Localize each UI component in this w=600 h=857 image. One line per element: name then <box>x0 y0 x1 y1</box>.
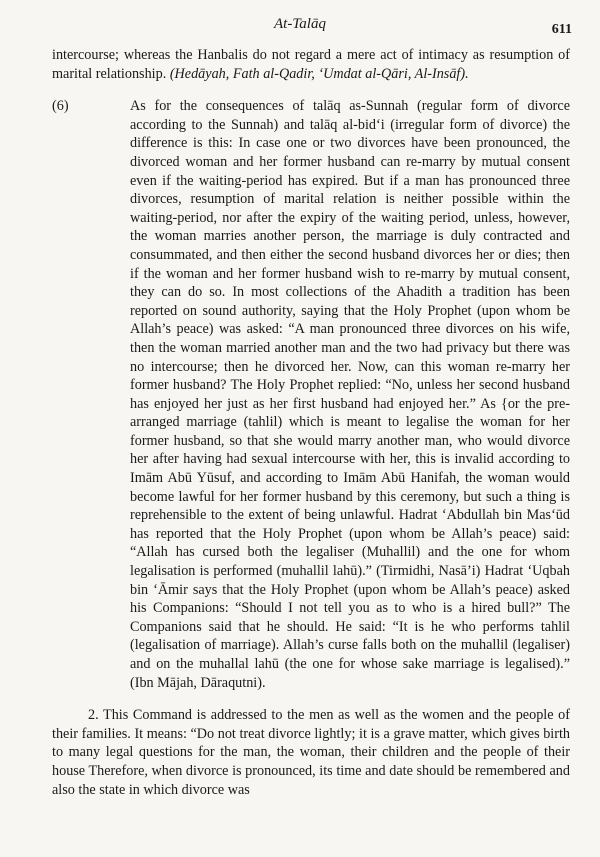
page-body <box>52 46 570 799</box>
commentary-paragraph-2: 2. This Command is addressed to the men as well as the women and the people of their families. It means: “Do not treat divorce lightly; it is a grave matter, which gives birth to many legal questions for the man, the woman, their children and the people of their house Therefore, when divorce is pronounced, its time and date should be remembered and also the state in which divorce was <box>52 707 570 798</box>
note-6-text: As for the consequences of talāq as-Sunnah (regular form of divorce according to the Sunnah) and talāq al-bid‘i (irregular form of divorce) the difference is this: In case one or two divorces have been pronounced, the divorced woman and her former husband can re-marry by mutual consent even if the waiting-period has expired. But if a man has pronounced three divorces, resumption of marital relation is neither possible within the waiting-period, nor after the expiry of the waiting period, unless, however, the woman marries another person, the marriage is duly contracted and consummated, and then either the second husband divorces her or dies; then if the woman and her former husband wish to re-marry by mutual consent, they can do so. In most collections of the Ahadith a tradition has been reported on sound authority, saying that the Holy Prophet (upon whom be Allah’s peace) was asked: “A man pronounced three divorces on his wife, then the woman married another man and the two had privacy but there was no intercourse; then he divorced her. Now, can this woman re-marry her former husband? The Holy Prophet replied: “No, unless her second husband has enjoyed her just as her first husband had enjoyed her.” As {or the pre-arranged marriage (tahlil) which is meant to legalise the woman for her former husband, so that she would marry another man, who would divorce her after having had sexual intercourse with her, this is invalid according to Imām Abū Yūsuf, and according to Imām Abū Hanifah, the woman would become lawful for her former husband by this ceremony, but such a thing is reprehensible to the extent of being unlawful. Hadrat ‘Abdullah bin Mas‘ūd has reported that the Holy Prophet (upon whom be Allah’s peace) said: “Allah has cursed both the legaliser (Muhallil) and the one for whom legalisation is performed (muhallil lahū).” (Tirmidhi, Nasā’i) Hadrat ‘Uqbah bin ‘Āmir says that the Holy Prophet (upon whom be Allah’s peace) asked his Companions: “Should I not tell you as to who is a hired bull?” The Companions said that he should. He said: “It is he who performs tahlil (legalisation of marriage). Allah’s curse falls both on the muhallil (legaliser) and on the muhallal lahū (the one for whose sake marriage is legalised).” (Ibn Mājah, Dāraqutni). <box>130 98 570 691</box>
intro-sources: (Hedāyah, Fath al-Qadir, ‘Umdat al-Qāri, Al-Insāf). <box>169 65 469 82</box>
intro-paragraph <box>52 46 570 83</box>
numbered-note-6 <box>52 97 570 692</box>
page-number: 611 <box>551 22 572 37</box>
intro-text: intercourse; whereas the Hanbalis do not regard a mere act of intimacy as resumption of marital relationship. <box>52 47 570 82</box>
running-title: At-Talāq <box>274 16 326 32</box>
note-number: (6) <box>52 98 69 115</box>
